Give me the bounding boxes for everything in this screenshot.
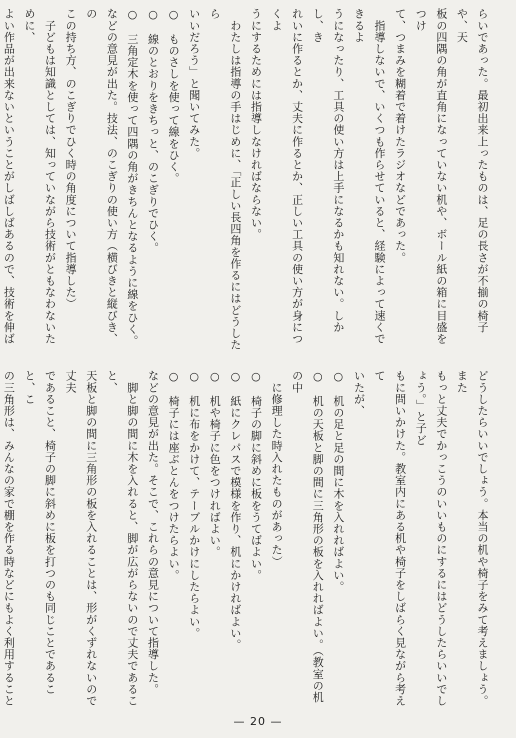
text-line: ○ 机に布をかけて、テーブルかけにしたらよい。 — [187, 370, 201, 639]
text-line: もっと丈夫でかっこうのいいものにするにはどうしたらいいでしょう。」と子ど — [414, 370, 448, 707]
text-line: らいであった。最初出来上ったものは、足の長さが不揃の椅子や、天 — [455, 8, 489, 333]
text-line: て、つまみを糊着で着けたラジオなどであった。 — [393, 8, 407, 264]
text-line: この持ち方、のこぎりでひく時の角度について指導した） — [64, 8, 78, 310]
text-line: ○ 椅子の脚に斜めに板をうてばよい。 — [249, 370, 263, 581]
text-line: に修理した時入れたものがあった） — [270, 370, 284, 568]
lower-text-block — [2, 370, 492, 708]
text-line: れいに作るとか、丈夫に作るとか、正しい工具の使い方が身につくよ — [270, 8, 304, 345]
text-line: 脚と脚の間に木を入れると、脚が広がらないので丈夫であること、 — [105, 370, 139, 707]
text-line: 天板と脚の間に三角形の板を入れることは、形がくずれないので丈夫 — [64, 370, 98, 707]
text-line: よい作品が出来ないということがしばしばあるので、技術を伸ば — [2, 8, 16, 345]
text-line: ○ ものさしを使って線をひく。 — [167, 8, 181, 184]
text-line: うになったり、工具の使い方は上手になるかも知れない。しかし、き — [311, 8, 345, 333]
text-line: どうしたらいいでしょう。本当の机や椅子をみて考えましょう。また — [455, 370, 489, 707]
text-line: 子どもは知識としては、知っていながら技術がともなわないために、 — [22, 8, 57, 345]
text-line: の三角形は、みんなの家で棚を作る時などにもよく利用すること — [2, 370, 16, 707]
text-line: ○ 三角定木を使って四隅の角がきちんとなるように線をひく。 — [125, 8, 139, 347]
text-line: ○ 机の足と足の間に木を入れればよい。 — [331, 370, 345, 593]
text-line: ○ 線のとおりをきちっと、のこぎりでひく。 — [146, 8, 160, 254]
text-line: ○ 紙にクレパスで模様を作り、机にかければよい。 — [228, 370, 242, 651]
text-line: いたが、 — [352, 370, 366, 417]
page-number: — 20 — — [233, 715, 283, 728]
text-line: 指導しないで、いくつも作らせていると、経験によって速くできるよ — [352, 8, 387, 345]
text-line: わたしは指導の手はじめに、「正しい長四角を作るにはどうしたら — [208, 8, 242, 351]
text-line: もに問いかけた。教室内にある机や椅子をしばらく見ながら考えて — [373, 370, 407, 707]
text-line: であること、椅子の脚に斜めに板を打つのも同じことであること、こ — [22, 370, 57, 695]
text-line: うにするためには指導しなければならない。 — [249, 8, 263, 240]
text-line: ○ 机の天板と脚の間に三角形の板を入れればよい。（教室の机の中 — [290, 370, 325, 703]
text-line: ○ 椅子には座ぶとんをつけたらよい。 — [167, 370, 181, 581]
text-line: いいだろう」と聞いてみた。 — [187, 8, 201, 159]
text-line: などの意見が出た。そこで、これらの意見について指導した。 — [146, 370, 160, 695]
upper-text-block — [2, 8, 492, 353]
text-line: などの意見が出た。技法、のこぎりの使い方（横びきと縦びき、の — [84, 8, 119, 345]
text-line: 板の四隅の角が直角になっていない机や、ボール紙の箱に目盛をつけ — [414, 8, 448, 345]
text-line: ○ 机や椅子に色をつければよい。 — [208, 370, 222, 558]
